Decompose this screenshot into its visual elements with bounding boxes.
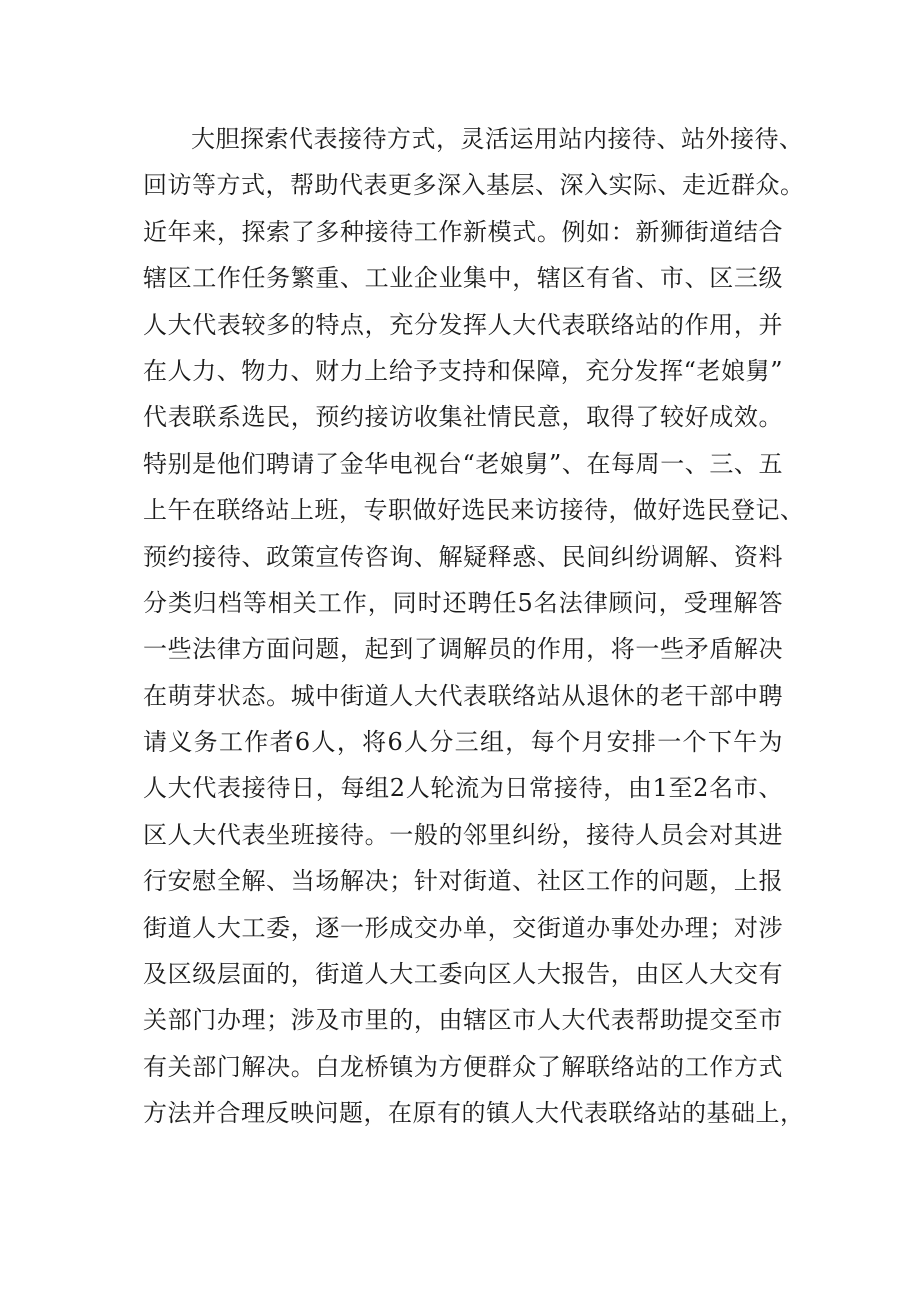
paragraph-line: 关部门办理；涉及市里的，由辖区市人大代表帮助提交至市 [143,1006,783,1035]
paragraph-line: 特别是他们聘请了金华电视台“老娘舅”、在每周一、三、五 [143,449,783,478]
paragraph-line: 辖区工作任务繁重、工业企业集中，辖区有省、市、区三级 [143,264,783,293]
paragraph-line: 代表联系选民，预约接访收集社情民意，取得了较好成效。 [143,403,783,432]
paragraph-line: 行安慰全解、当场解决；针对街道、社区工作的问题，上报 [143,867,783,896]
paragraph-line: 近年来，探索了多种接待工作新模式。例如：新狮街道结合 [143,217,783,246]
paragraph-line: 一些法律方面问题，起到了调解员的作用，将一些矛盾解决 [143,635,783,664]
paragraph-line: 预约接待、政策宣传咨询、解疑释惑、民间纠纷调解、资料 [143,542,783,571]
paragraph-line: 街道人大工委，逐一形成交办单，交街道办事处办理；对涉 [143,913,783,942]
paragraph-line: 及区级层面的，街道人大工委向区人大报告，由区人大交有 [143,960,783,989]
paragraph-line: 在人力、物力、财力上给予支持和保障，充分发挥“老娘舅” [143,356,783,385]
paragraph-line: 区人大代表坐班接待。一般的邻里纠纷，接待人员会对其进 [143,820,783,849]
paragraph-line: 方法并合理反映问题，在原有的镇人大代表联络站的基础上， [143,1099,805,1128]
paragraph-line: 上午在联络站上班，专职做好选民来访接待，做好选民登记、 [143,496,805,525]
paragraph-line: 有关部门解决。白龙桥镇为方便群众了解联络站的工作方式 [143,1052,783,1081]
paragraph-line: 大胆探索代表接待方式，灵活运用站内接待、站外接待、 [191,125,804,153]
paragraph-line: 分类归档等相关工作，同时还聘任5名法律顾问，受理解答 [143,588,783,617]
paragraph-line: 人大代表接待日，每组2人轮流为日常接待，由1至2名市、 [143,774,783,803]
paragraph-line: 回访等方式，帮助代表更多深入基层、深入实际、走近群众。 [143,171,805,200]
paragraph-line: 人大代表较多的特点，充分发挥人大代表联络站的作用，并 [143,310,783,339]
body-paragraph [143,116,805,1137]
paragraph-line: 在萌芽状态。城中街道人大代表联络站从退休的老干部中聘 [143,681,783,710]
paragraph-line: 请义务工作者6人，将6人分三组，每个月安排一个下午为 [143,728,783,757]
